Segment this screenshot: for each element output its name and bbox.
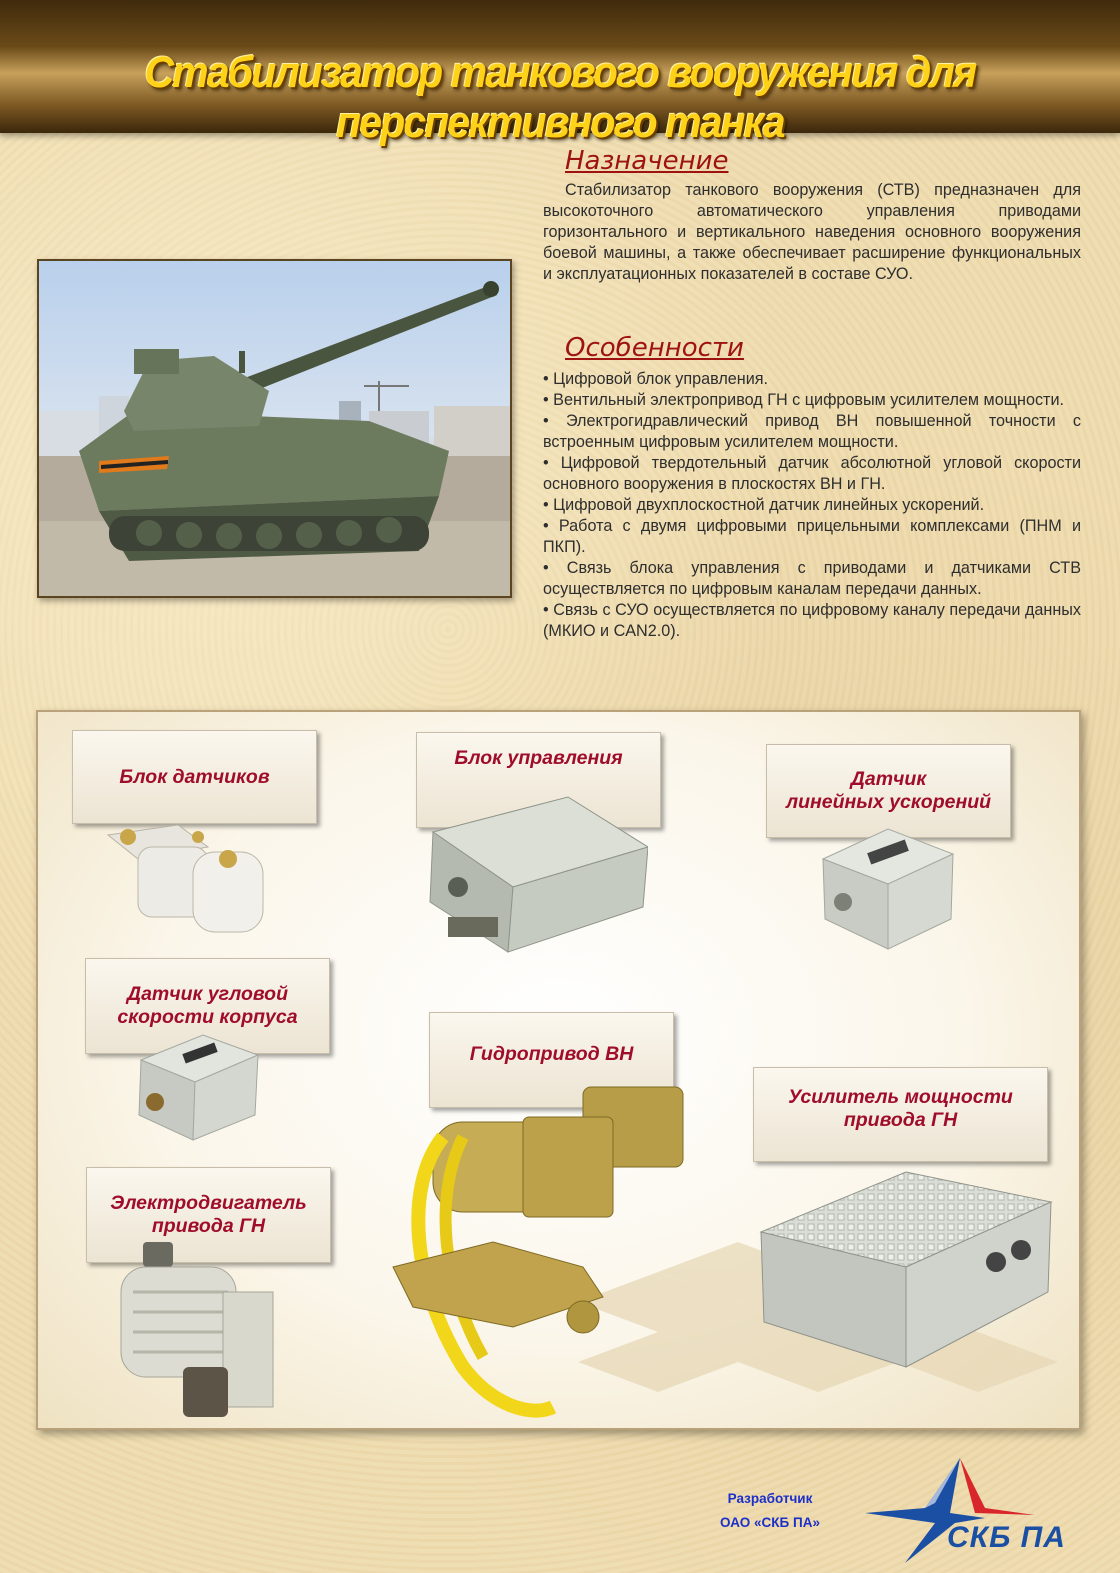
label-hydro-drive: Гидропривод ВН bbox=[429, 1012, 674, 1108]
power-amp-device bbox=[756, 1152, 1056, 1382]
label-accel-sensor: Датчик линейных ускорений bbox=[766, 744, 1011, 838]
features-heading: Особенности bbox=[565, 333, 744, 363]
hydro-drive-device bbox=[373, 1077, 703, 1430]
feature-item: • Цифровой твердотельный датчик абсолютной угловой скорости основного вооружения в плоскостях ВН и ГН. bbox=[543, 453, 1081, 495]
developer-name: ОАО «СКБ ПА» bbox=[720, 1515, 820, 1530]
features-list bbox=[543, 369, 1081, 642]
accel-sensor-device bbox=[813, 824, 958, 954]
label-angular-sensor: Датчик угловой скорости корпуса bbox=[85, 958, 330, 1054]
sensor-unit-device bbox=[98, 817, 273, 942]
label-power-amp: Усилитель мощности привода ГН bbox=[753, 1067, 1048, 1162]
page-header bbox=[0, 0, 1120, 147]
label-sensor-unit: Блок датчиков bbox=[72, 730, 317, 824]
feature-item: • Работа с двумя цифровыми прицельными комплексами (ПНМ и ПКП). bbox=[543, 516, 1081, 558]
feature-item: • Цифровой двухплоскостной датчик линейных ускорений. bbox=[543, 495, 1081, 516]
feature-item: • Цифровой блок управления. bbox=[543, 369, 1081, 390]
components-panel bbox=[36, 710, 1081, 1430]
control-unit-device bbox=[418, 787, 648, 957]
feature-item: • Электрогидравлический привод ВН повышенной точности с встроенным цифровым усилителем мощности. bbox=[543, 411, 1081, 453]
tank-photo bbox=[37, 259, 512, 598]
label-control-unit: Блок управления bbox=[416, 732, 661, 828]
label-motor: Электродвигатель привода ГН bbox=[86, 1167, 331, 1263]
developer-label: Разработчик bbox=[727, 1491, 813, 1506]
feature-item: • Вентильный электропривод ГН с цифровым усилителем мощности. bbox=[543, 390, 1081, 411]
logo-text: СКБ ПА bbox=[947, 1521, 1066, 1554]
purpose-heading: Назначение bbox=[565, 146, 729, 176]
tank-illustration bbox=[39, 261, 512, 598]
company-logo bbox=[835, 1453, 1075, 1568]
page-title: Стабилизатор танкового вооружения для перспективного танка bbox=[144, 48, 976, 147]
feature-item: • Связь с СУО осуществляется по цифровому каналу передачи данных (МКИО и CAN2.0). bbox=[543, 600, 1081, 642]
feature-item: • Связь блока управления с приводами и датчиками СТВ осуществляется по цифровым каналам передачи данных. bbox=[543, 558, 1081, 600]
angular-sensor-device bbox=[133, 1030, 263, 1145]
purpose-text: Стабилизатор танкового вооружения (СТВ) предназначен для высокоточного автоматического управления приводами горизонтального и вертикального наведения основного вооружения боевой машины, а также обеспечивает расширение функциональных и эксплуатационных показателей в составе СУО. bbox=[543, 181, 1081, 283]
motor-device bbox=[113, 1237, 283, 1427]
